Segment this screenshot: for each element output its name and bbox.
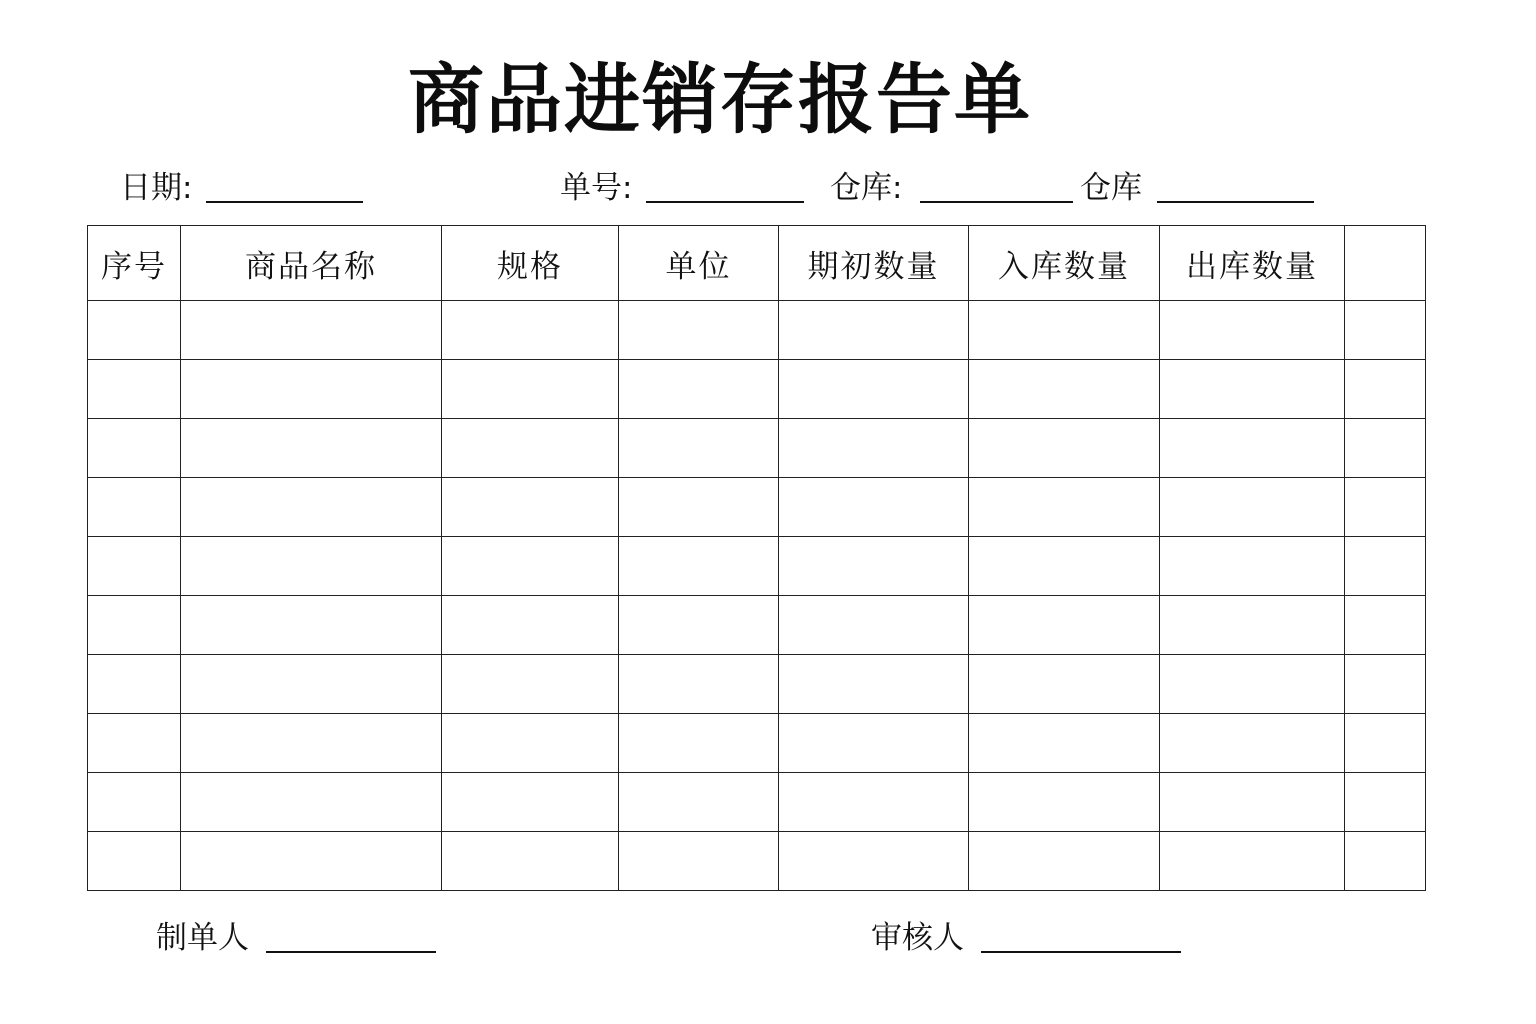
warehouse-label-1: 仓库: — [830, 170, 903, 206]
table-cell[interactable] — [779, 596, 969, 655]
table-cell[interactable] — [88, 301, 181, 360]
table-cell[interactable] — [619, 773, 779, 832]
order-no-label: 单号: — [560, 170, 633, 206]
table-cell[interactable] — [619, 537, 779, 596]
table-cell[interactable] — [181, 301, 442, 360]
table-cell[interactable] — [181, 419, 442, 478]
table-cell[interactable] — [779, 301, 969, 360]
table-row — [88, 596, 1426, 655]
date-label: 日期: — [120, 170, 193, 206]
table-cell[interactable] — [969, 655, 1160, 714]
table-cell[interactable] — [1345, 301, 1426, 360]
column-header-outbound-qty: 出库数量 — [1160, 226, 1345, 301]
table-cell[interactable] — [1345, 419, 1426, 478]
date-blank-line[interactable] — [206, 201, 363, 203]
table-cell[interactable] — [969, 478, 1160, 537]
table-cell[interactable] — [442, 832, 619, 891]
column-header-opening-qty: 期初数量 — [779, 226, 969, 301]
warehouse-field-2 — [1080, 170, 1316, 206]
table-cell[interactable] — [1345, 360, 1426, 419]
table-cell[interactable] — [1345, 655, 1426, 714]
table-cell[interactable] — [969, 714, 1160, 773]
warehouse-label-2: 仓库 — [1080, 170, 1142, 206]
reviewer-label: 审核人 — [871, 920, 964, 956]
table-cell[interactable] — [969, 360, 1160, 419]
table-cell[interactable] — [779, 655, 969, 714]
table-header-row — [88, 226, 1426, 301]
order-no-field — [560, 170, 806, 206]
warehouse-field-1 — [830, 170, 1075, 206]
table-cell[interactable] — [1160, 832, 1345, 891]
table-cell[interactable] — [88, 478, 181, 537]
table-cell[interactable] — [1160, 773, 1345, 832]
table-row — [88, 714, 1426, 773]
table-cell[interactable] — [442, 773, 619, 832]
table-cell[interactable] — [1160, 655, 1345, 714]
table-cell[interactable] — [1160, 596, 1345, 655]
table-cell[interactable] — [619, 478, 779, 537]
table-cell[interactable] — [181, 537, 442, 596]
table-cell[interactable] — [442, 655, 619, 714]
table-cell[interactable] — [442, 596, 619, 655]
table-cell[interactable] — [779, 537, 969, 596]
table-cell[interactable] — [181, 832, 442, 891]
table-row — [88, 537, 1426, 596]
table-cell[interactable] — [181, 360, 442, 419]
table-row — [88, 360, 1426, 419]
table-cell[interactable] — [969, 301, 1160, 360]
table-cell[interactable] — [1160, 714, 1345, 773]
table-cell[interactable] — [969, 596, 1160, 655]
table-cell[interactable] — [88, 773, 181, 832]
table-cell[interactable] — [969, 773, 1160, 832]
table-row — [88, 301, 1426, 360]
warehouse-1-blank-line[interactable] — [920, 201, 1073, 203]
table-cell[interactable] — [88, 419, 181, 478]
maker-blank-line[interactable] — [266, 951, 436, 953]
table-cell[interactable] — [1160, 360, 1345, 419]
table-cell[interactable] — [619, 596, 779, 655]
order-no-blank-line[interactable] — [646, 201, 804, 203]
table-cell[interactable] — [969, 537, 1160, 596]
table-cell[interactable] — [442, 301, 619, 360]
table-cell[interactable] — [181, 655, 442, 714]
inventory-table — [87, 225, 1426, 891]
column-header-serial: 序号 — [88, 226, 181, 301]
column-header-spec: 规格 — [442, 226, 619, 301]
column-header-extra — [1345, 226, 1426, 301]
reviewer-field — [871, 918, 1186, 958]
column-header-unit: 单位 — [619, 226, 779, 301]
table-cell[interactable] — [1160, 478, 1345, 537]
table-cell[interactable] — [1345, 832, 1426, 891]
table-cell[interactable] — [88, 596, 181, 655]
table-cell[interactable] — [1160, 419, 1345, 478]
table-cell[interactable] — [619, 360, 779, 419]
table-cell[interactable] — [442, 478, 619, 537]
table-row — [88, 773, 1426, 832]
table-cell[interactable] — [1345, 596, 1426, 655]
table-cell[interactable] — [619, 655, 779, 714]
table-cell[interactable] — [969, 832, 1160, 891]
table-cell[interactable] — [1345, 714, 1426, 773]
page-title: 商品进销存报告单 — [408, 55, 1032, 144]
table-cell[interactable] — [181, 596, 442, 655]
maker-field — [156, 918, 441, 958]
table-cell[interactable] — [442, 419, 619, 478]
table-cell[interactable] — [619, 832, 779, 891]
table-cell[interactable] — [88, 655, 181, 714]
table-row — [88, 655, 1426, 714]
table-cell[interactable] — [779, 832, 969, 891]
maker-label: 制单人 — [156, 920, 249, 956]
table-cell[interactable] — [779, 419, 969, 478]
table-row — [88, 419, 1426, 478]
table-cell[interactable] — [969, 419, 1160, 478]
table-cell[interactable] — [779, 773, 969, 832]
reviewer-blank-line[interactable] — [981, 951, 1181, 953]
table-cell[interactable] — [619, 714, 779, 773]
table-cell[interactable] — [779, 360, 969, 419]
table-cell[interactable] — [1160, 537, 1345, 596]
table-cell[interactable] — [88, 360, 181, 419]
table-cell[interactable] — [442, 360, 619, 419]
table-cell[interactable] — [88, 537, 181, 596]
table-row — [88, 832, 1426, 891]
table-cell[interactable] — [442, 537, 619, 596]
table-cell[interactable] — [181, 714, 442, 773]
table-cell[interactable] — [1345, 773, 1426, 832]
column-header-inbound-qty: 入库数量 — [969, 226, 1160, 301]
table-body — [88, 301, 1426, 891]
table-cell[interactable] — [88, 832, 181, 891]
table-cell[interactable] — [619, 419, 779, 478]
table-cell[interactable] — [779, 714, 969, 773]
table-cell[interactable] — [1345, 478, 1426, 537]
table-cell[interactable] — [181, 478, 442, 537]
table-cell[interactable] — [442, 714, 619, 773]
table-cell[interactable] — [88, 714, 181, 773]
table-cell[interactable] — [619, 301, 779, 360]
date-field — [120, 170, 365, 206]
table-cell[interactable] — [1345, 537, 1426, 596]
table-cell[interactable] — [181, 773, 442, 832]
table-cell[interactable] — [1160, 301, 1345, 360]
column-header-product-name: 商品名称 — [181, 226, 442, 301]
table-cell[interactable] — [779, 478, 969, 537]
table-row — [88, 478, 1426, 537]
warehouse-2-blank-line[interactable] — [1157, 201, 1314, 203]
